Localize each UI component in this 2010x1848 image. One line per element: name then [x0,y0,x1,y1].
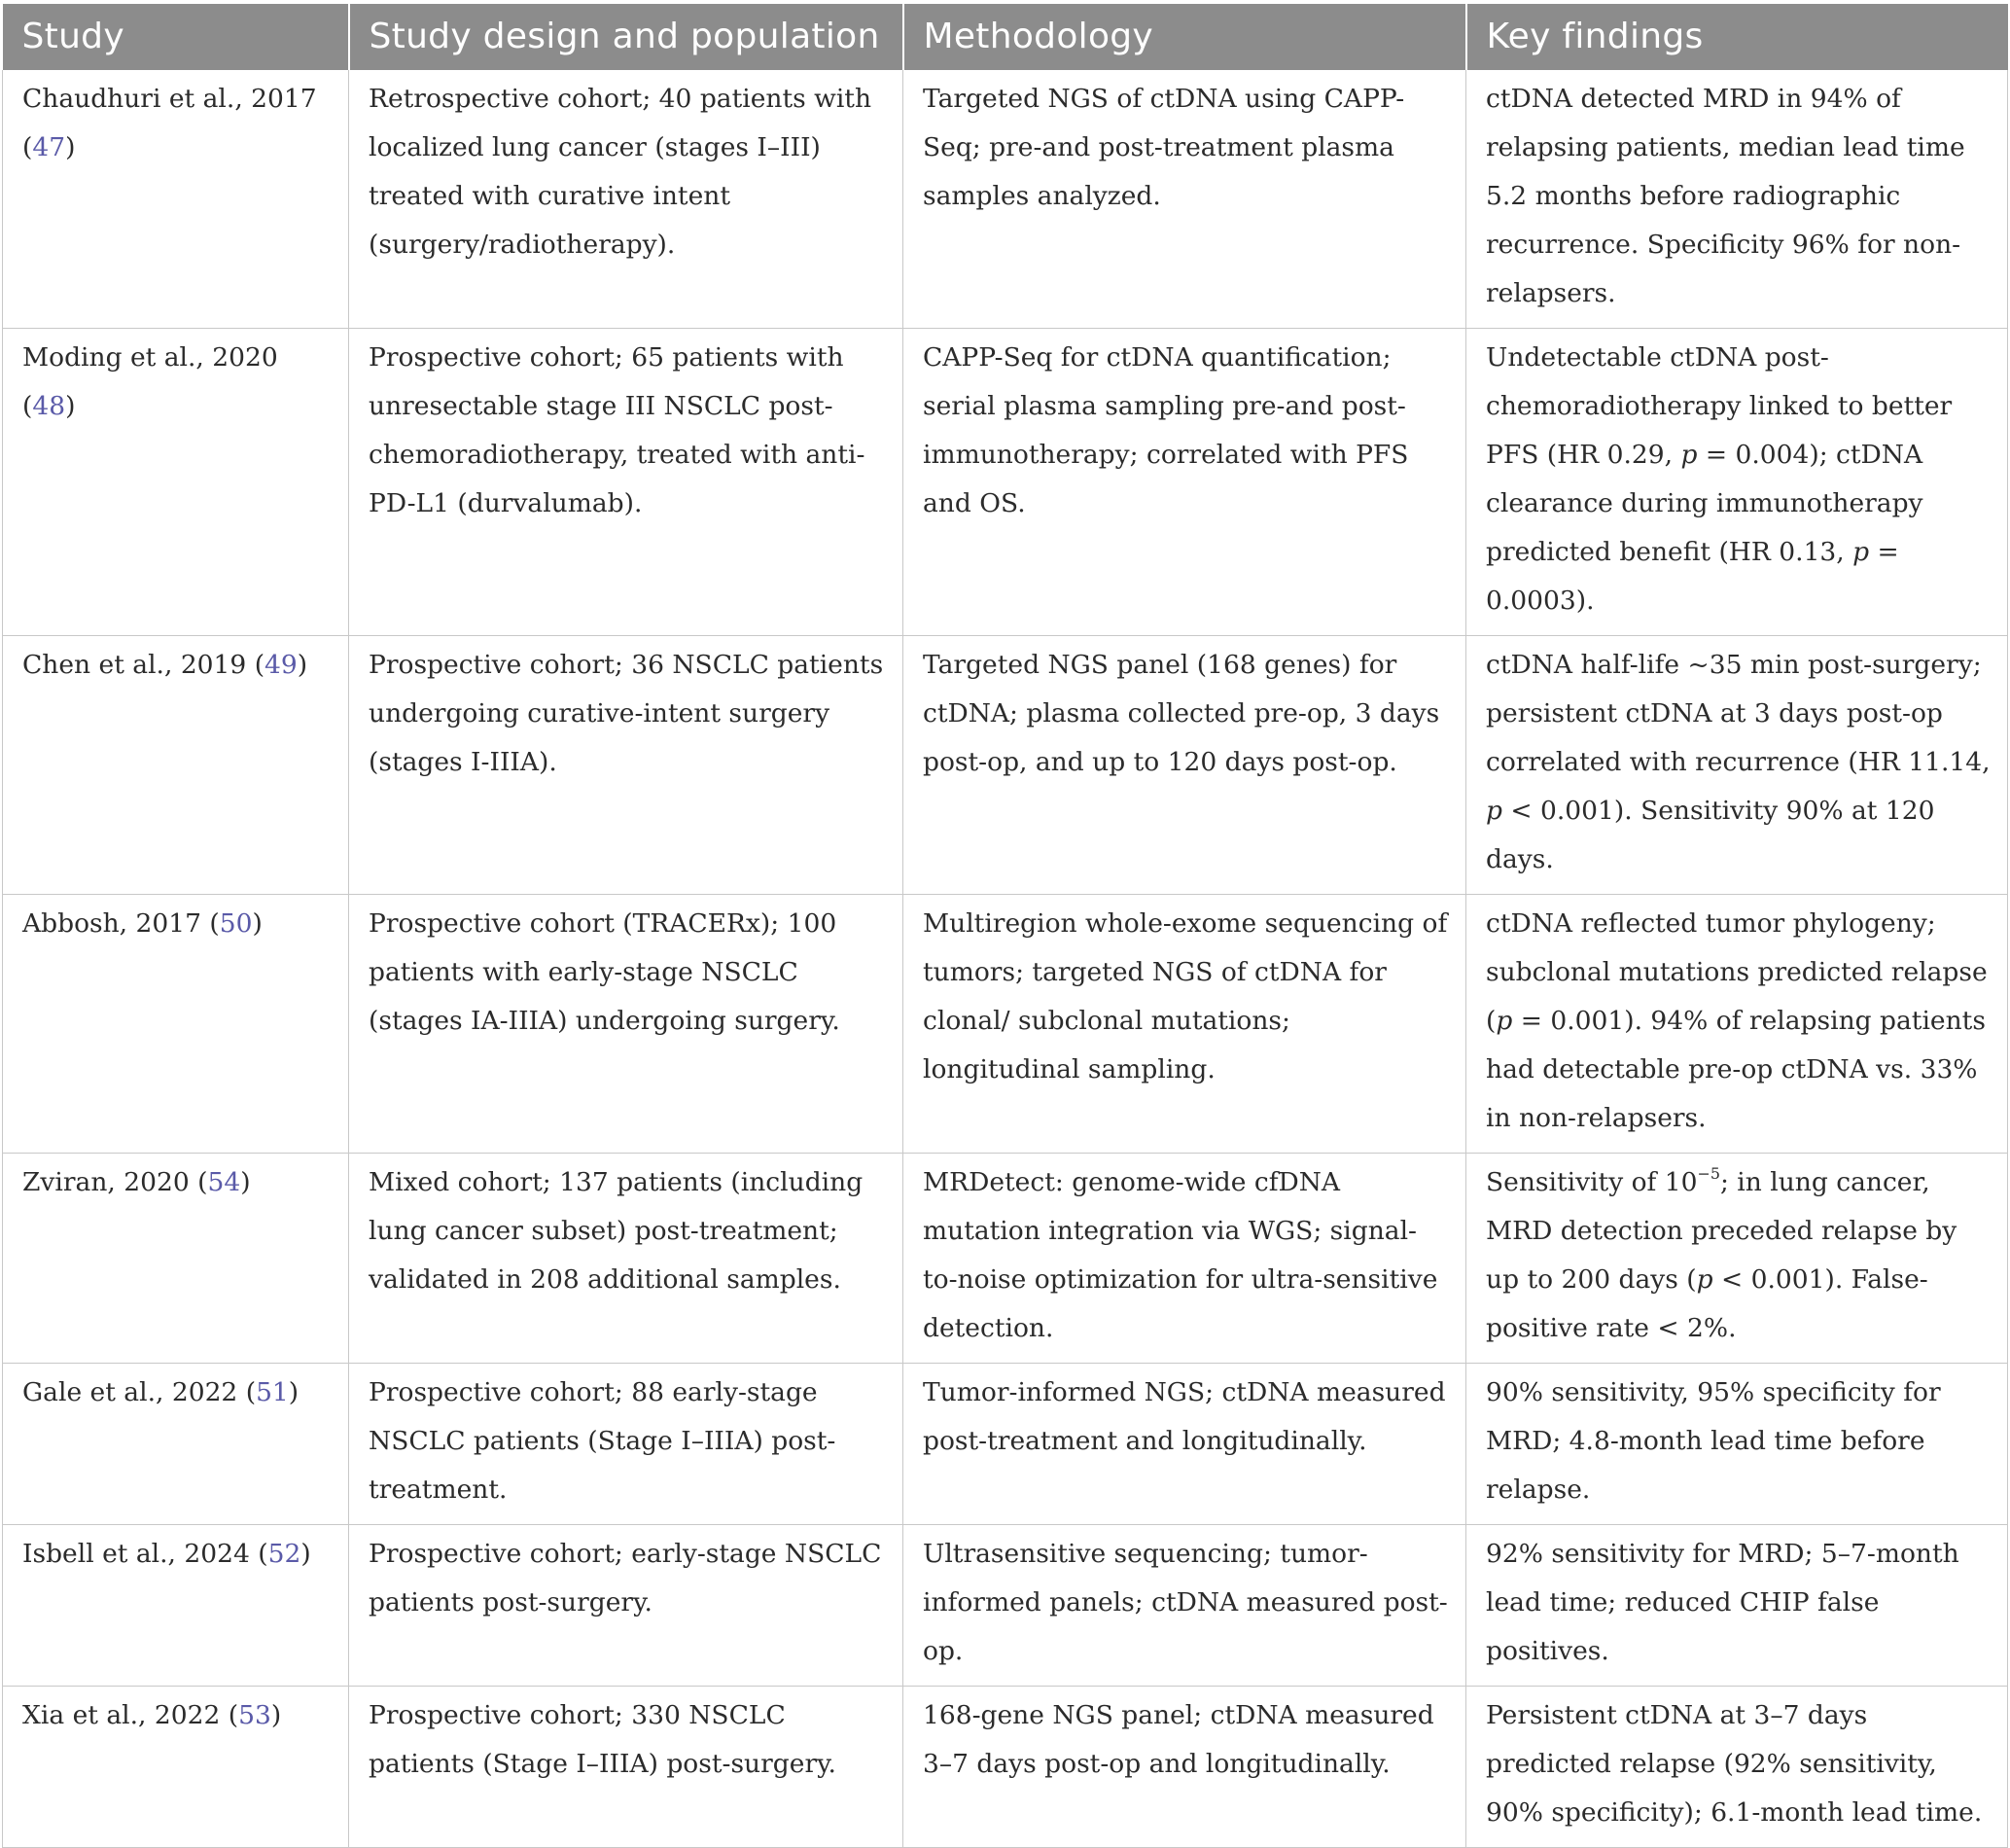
methodology-text: 3–7 days post-op and longitudinally. [923,1749,1391,1779]
header-study: Study [3,4,349,70]
findings-cell: Persistent ctDNA at 3–7 days predicted relapse (92% sensitivity, 90% specificity); 6.1-month lead time. [1466,1687,2008,1848]
study-name: Zviran, 2020 [22,1167,190,1197]
findings-cell [1466,636,2008,895]
table-row [3,1525,2008,1687]
header-row [3,4,2008,70]
table-row [3,636,2008,895]
design-cell: Prospective cohort (TRACERx); 100 patients with early-stage NSCLC (stages IA-IIIA) undergoing surgery. [349,895,903,1154]
p-symbol: p [1496,1006,1513,1036]
reference-link[interactable]: 54 [207,1167,241,1197]
methodology-cell: Ultrasensitive sequencing; tumor-informed panels; ctDNA measured post-op. [903,1525,1466,1687]
design-cell: Prospective cohort; 36 NSCLC patients undergoing curative-intent surgery (stages I-IIIA). [349,636,903,895]
findings-text: Sensitivity of 10 [1486,1167,1698,1197]
reference-link[interactable]: 52 [267,1539,301,1569]
methodology-cell: Multiregion whole-exome sequencing of tumors; targeted NGS of ctDNA for clonal/ subclonal mutations; longitudinal sampling. [903,895,1466,1154]
study-name: Isbell et al., 2024 [22,1539,250,1569]
reference-link[interactable]: 47 [32,132,66,162]
design-cell: Prospective cohort; 65 patients with unresectable stage III NSCLC post-chemoradiotherapy, treated with anti-PD-L1 (durvalumab). [349,329,903,636]
findings-cell [1466,329,2008,636]
exponent: −5 [1697,1164,1720,1184]
table-row [3,895,2008,1154]
p-symbol: p [1696,1264,1713,1295]
methodology-cell: Tumor-informed NGS; ctDNA measured post-treatment and longitudinally. [903,1364,1466,1525]
study-cell: Chen et al., 2019 (49) [3,636,349,895]
design-cell: Prospective cohort; 330 NSCLC patients (Stage I–IIIA) post-surgery. [349,1687,903,1848]
reference-link[interactable]: 53 [238,1700,271,1730]
findings-cell: 92% sensitivity for MRD; 5–7-month lead time; reduced CHIP false positives. [1466,1525,2008,1687]
findings-text: < 0.001). Sensitivity 90% at 120 days. [1486,796,1935,874]
studies-table [2,4,2008,1848]
p-symbol: p [1486,796,1502,826]
findings-cell: 90% sensitivity, 95% specificity for MRD; 4.8-month lead time before relapse. [1466,1364,2008,1525]
study-name: Xia et al., 2022 [22,1700,221,1730]
header-findings: Key findings [1466,4,2008,70]
study-name: Gale et al., 2022 [22,1377,238,1407]
findings-text: ctDNA half-life ~35 min post-surgery; persistent ctDNA at 3 days post-op correlated with recurrence (HR 11.14, [1486,650,1991,777]
methodology-cell [903,1687,1466,1848]
design-cell: Mixed cohort; 137 patients (including lung cancer subset) post-treatment; validated in 208 additional samples. [349,1154,903,1364]
findings-text: = 0.001). 94% of relapsing patients had detectable pre-op ctDNA vs. 33% in non-relapsers. [1486,1006,1986,1133]
table-row [3,1154,2008,1364]
study-name: Abbosh, 2017 [22,908,201,939]
findings-cell [1466,895,2008,1154]
findings-text: Undetectable ctDNA post-chemoradiotherapy linked to better PFS (HR 0.29, [1486,342,1953,470]
findings-text: ; in lung cancer, MRD detection preceded relapse by up to 200 days ( [1486,1167,1957,1295]
methodology-cell: Targeted NGS panel (168 genes) for ctDNA; plasma collected pre-op, 3 days post-op, and up to 120 days post-op. [903,636,1466,895]
p-symbol: p [1680,440,1698,470]
table-row [3,1364,2008,1525]
study-cell: Zviran, 2020 (54) [3,1154,349,1364]
methodology-cell: Targeted NGS of ctDNA using CAPP-Seq; pre-and post-treatment plasma samples analyzed. [903,70,1466,329]
study-name: Chen et al., 2019 [22,650,247,680]
design-cell: Retrospective cohort; 40 patients with localized lung cancer (stages I–III) treated with curative intent (surgery/radiotherapy). [349,70,903,329]
design-cell: Prospective cohort; early-stage NSCLC patients post-surgery. [349,1525,903,1687]
reference-link[interactable]: 50 [219,908,253,939]
header-methodology: Methodology [903,4,1466,70]
reference-link[interactable]: 49 [264,650,298,680]
study-cell: Chaudhuri et al., 2017 (47) [3,70,349,329]
table-row [3,1687,2008,1848]
study-cell: Gale et al., 2022 (51) [3,1364,349,1525]
study-cell: Abbosh, 2017 (50) [3,895,349,1154]
methodology-cell: MRDetect: genome-wide cfDNA mutation integration via WGS; signal-to-noise optimization for ultra-sensitive detection. [903,1154,1466,1364]
study-cell: Xia et al., 2022 (53) [3,1687,349,1848]
reference-link[interactable]: 48 [32,391,66,421]
header-design: Study design and population [349,4,903,70]
reference-link[interactable]: 51 [256,1377,289,1407]
findings-cell [1466,1154,2008,1364]
study-cell: Isbell et al., 2024 (52) [3,1525,349,1687]
findings-text: = 0.0003). [1486,537,1899,616]
methodology-cell: CAPP-Seq for ctDNA quantification; serial plasma sampling pre-and post-immunotherapy; correlated with PFS and OS. [903,329,1466,636]
table-row [3,329,2008,636]
findings-text: ctDNA reflected tumor phylogeny; subclonal mutations predicted relapse ( [1486,908,1988,1036]
study-name: Moding et al., 2020 [22,342,278,373]
design-cell: Prospective cohort; 88 early-stage NSCLC patients (Stage I–IIIA) post-treatment. [349,1364,903,1525]
study-name: Chaudhuri et al., 2017 [22,84,317,114]
p-symbol: p [1852,537,1870,567]
findings-cell: ctDNA detected MRD in 94% of relapsing patients, median lead time 5.2 months before radiographic recurrence. Specificity 96% for non-relapsers. [1466,70,2008,329]
methodology-text: 168-gene NGS panel; ctDNA measured [923,1700,1434,1730]
table-row [3,70,2008,329]
findings-text: < 0.001). False-positive rate < 2%. [1486,1264,1928,1343]
study-cell: Moding et al., 2020 (48) [3,329,349,636]
findings-text: = 0.004); ctDNA clearance during immunotherapy predicted benefit (HR 0.13, [1486,440,1923,567]
